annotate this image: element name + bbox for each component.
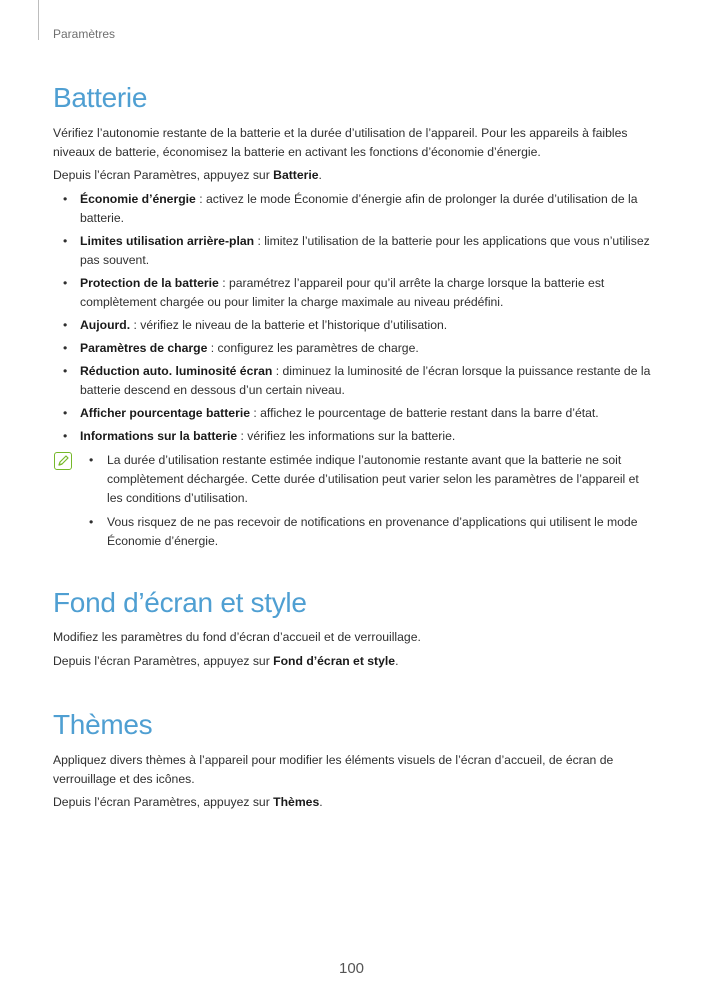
section-label: Paramètres <box>53 27 116 41</box>
list-item: • Informations sur la batterie : vérifiez les informations sur la batterie. <box>63 429 456 443</box>
list-item: • Économie d’énergie : activez le mode Économie d’énergie afin de prolonger la durée d’utilisation de la batterie. <box>63 192 638 225</box>
note-item: • Vous risquez de ne pas recevoir de notifications en provenance d’applications qui utilisent le mode Économie d’énergie. <box>89 515 638 548</box>
battery-intro: Vérifiez l’autonomie restante de la batterie et la durée d’utilisation de l’appareil. Pour les appareils à faibles niveaux de batterie, économisez la batterie en activant les fonctions d’économie d’énergie. <box>53 126 628 159</box>
list-item: • Aujourd. : vérifiez le niveau de la batterie et l’historique d’utilisation. <box>63 318 448 332</box>
battery-access: Depuis l’écran Paramètres, appuyez sur Batterie. <box>53 168 322 182</box>
themes-heading: Thèmes <box>53 709 153 740</box>
themes-access: Depuis l’écran Paramètres, appuyez sur Thèmes. <box>53 795 323 809</box>
battery-notes <box>80 451 652 556</box>
list-item: • Limites utilisation arrière-plan : limitez l’utilisation de la batterie pour les applications que vous n’utilisez pas souvent. <box>63 234 650 267</box>
list-item: • Paramètres de charge : configurez les paramètres de charge. <box>63 341 419 355</box>
wallpaper-access: Depuis l’écran Paramètres, appuyez sur Fond d’écran et style. <box>53 654 399 668</box>
battery-heading: Batterie <box>53 82 148 113</box>
page-number: 100 <box>338 960 365 977</box>
battery-menu-link: Batterie <box>273 168 319 182</box>
wallpaper-heading: Fond d’écran et style <box>53 587 307 618</box>
wallpaper-menu-link: Fond d’écran et style <box>273 654 396 668</box>
battery-options-list <box>53 190 653 450</box>
list-item: • Protection de la batterie : paramétrez l’appareil pour qu’il arrête la charge lorsque la batterie est complètement chargée ou pour limiter la charge maximale au niveau prédéfini. <box>63 276 605 309</box>
note-pencil-icon <box>54 452 72 470</box>
note-item: • La durée d’utilisation restante estimée indique l’autonomie restante avant que la batterie ne soit complètement déchargée. Cette durée d’utilisation peut varier selon les paramètres de l’appareil et les conditions d’utilisation. <box>89 453 639 505</box>
themes-menu-link: Thèmes <box>273 795 320 809</box>
list-item: • Réduction auto. luminosité écran : diminuez la luminosité de l’écran lorsque la puissance restante de la batterie descend en dessous d’un certain niveau. <box>63 364 651 397</box>
header-divider <box>38 0 39 40</box>
list-item: • Afficher pourcentage batterie : affichez le pourcentage de batterie restant dans la barre d’état. <box>63 406 599 420</box>
themes-intro: Appliquez divers thèmes à l’appareil pour modifier les éléments visuels de l’écran d’accueil, de écran de verrouillage et des icônes. <box>53 753 614 786</box>
wallpaper-intro: Modifiez les paramètres du fond d’écran d’accueil et de verrouillage. <box>53 630 421 644</box>
